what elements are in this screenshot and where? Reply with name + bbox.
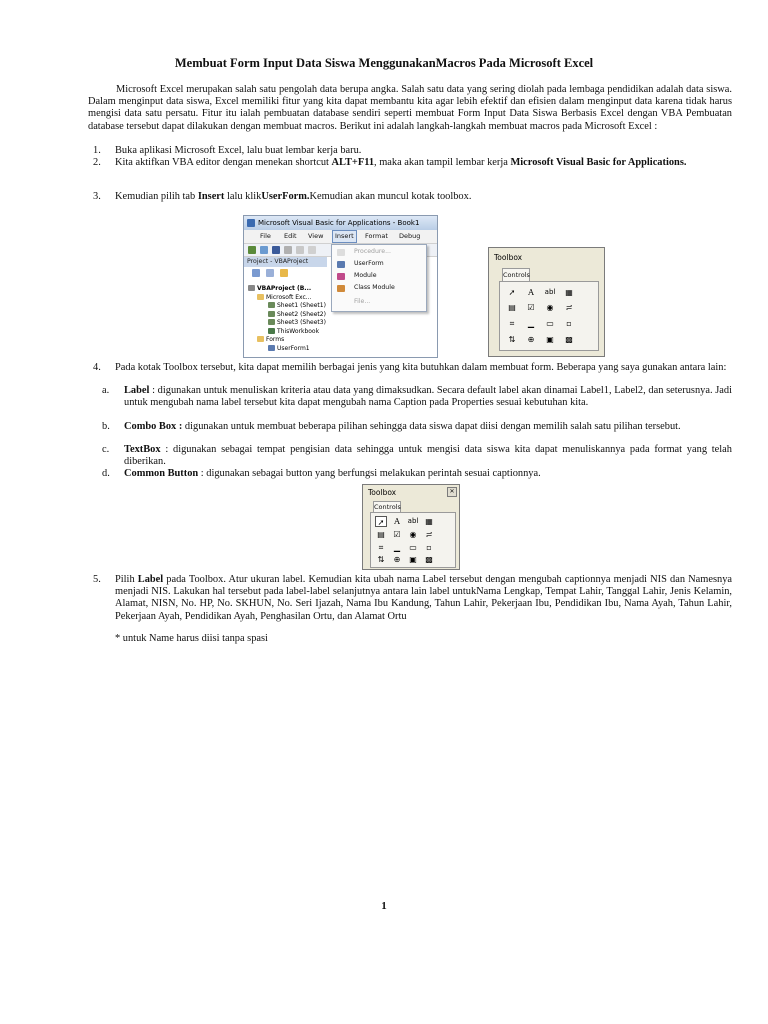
subitem-c-desc: : digunakan sebagai tempat pengisian data sehingga untuk mengisi data siswa kita dapat menuliskannya pada format yang telah diberikan. — [124, 444, 732, 468]
tabstrip-tool-icon[interactable]: ▭ — [546, 319, 554, 328]
listbox-tool-icon[interactable]: ▤ — [377, 530, 385, 539]
menu-item-label: Module — [354, 272, 377, 279]
combobox-tool-icon[interactable]: ▦ — [425, 517, 433, 526]
tabstrip-tool-icon[interactable]: ▭ — [409, 543, 417, 552]
optionbutton-tool-icon[interactable]: ◉ — [546, 303, 554, 312]
step-3-mid: lalu klik — [224, 191, 262, 202]
image-tool-icon[interactable]: ▣ — [546, 335, 554, 344]
tree-item-sheet1[interactable] — [268, 302, 331, 311]
project-explorer-tools — [244, 267, 328, 278]
menu-item-class-module[interactable] — [332, 282, 426, 294]
close-icon[interactable]: ✕ — [447, 487, 457, 497]
vbaproject-icon — [248, 285, 255, 291]
tree-label: Forms — [266, 336, 285, 343]
tree-item-vbaproject[interactable] — [248, 285, 311, 294]
label-tool-icon[interactable]: A — [394, 517, 400, 526]
subitem-d-letter: d. — [102, 468, 110, 479]
folder-icon — [257, 294, 264, 300]
tree-item-sheet3[interactable] — [268, 319, 331, 328]
step-4-number: 4. — [93, 362, 101, 373]
paste-icon[interactable] — [308, 246, 316, 254]
togglebutton-tool-icon[interactable]: ≓ — [565, 303, 573, 312]
spinbutton-tool-icon[interactable]: ⊕ — [393, 555, 401, 564]
image-tool-icon[interactable]: ▣ — [409, 555, 417, 564]
controls-panel — [499, 281, 599, 351]
sheet-icon — [268, 311, 275, 317]
subitem-d-text — [124, 468, 732, 480]
menu-debug[interactable]: Debug — [399, 232, 421, 240]
step-5-pre: Pilih — [115, 574, 138, 585]
step-3-text — [115, 191, 732, 203]
tree-item-forms[interactable] — [257, 336, 320, 345]
step-5-number: 5. — [93, 574, 101, 585]
tree-label: ThisWorkbook — [277, 327, 320, 335]
menu-item-label: File... — [354, 298, 371, 305]
step-2-shortcut: ALT+F11 — [331, 157, 375, 168]
multipage-tool-icon[interactable]: ▫ — [426, 543, 432, 552]
view-object-icon[interactable] — [266, 269, 274, 277]
workbook-icon — [268, 328, 275, 334]
vba-menubar — [244, 230, 437, 244]
commandbutton-tool-icon[interactable]: ▁ — [527, 319, 535, 328]
subitem-a-desc: : digunakan untuk menuliskan kriteria atau data yang dimaksudkan. Secara default label akan dinamai Label1, Label2, dan seterusnya. Jadi untuk mengubah nama label tersebut kita dapat mengubah nama Caption pada Properties sesuai kebutuhan kita. — [124, 385, 732, 409]
step-2-app-name: Microsoft Visual Basic for Applications. — [510, 157, 687, 168]
project-tree — [248, 285, 326, 353]
step-5-text — [115, 574, 732, 623]
menu-format[interactable]: Format — [365, 232, 388, 240]
tree-item-sheet2[interactable] — [268, 311, 331, 320]
step-4-text: Pada kotak Toolbox tersebut, kita dapat memilih berbagai jenis yang kita butuhkan dalam membuat form. Beberapa yang saya gunakan antara lain: — [115, 362, 727, 373]
tree-item-excel-objects[interactable] — [257, 294, 320, 303]
checkbox-tool-icon[interactable]: ☑ — [393, 530, 401, 539]
optionbutton-tool-icon[interactable]: ◉ — [409, 530, 417, 539]
togglebutton-tool-icon[interactable]: ≓ — [425, 530, 433, 539]
subitem-d-desc: : digunakan sebagai button yang berfungsi melakukan perintah sesuai captionnya. — [198, 468, 541, 479]
step-2-mid: , maka akan tampil lembar kerja — [374, 157, 511, 168]
toolbox-title: Toolbox — [494, 253, 523, 262]
menu-item-label: Class Module — [354, 284, 395, 291]
vba-titlebar — [244, 216, 437, 230]
step-1-text: Buka aplikasi Microsoft Excel, lalu buat lembar kerja baru. — [115, 145, 362, 156]
menu-item-procedure[interactable] — [332, 246, 426, 258]
tree-item-thisworkbook[interactable] — [268, 328, 331, 337]
vba-app-icon — [247, 219, 255, 227]
spinbutton-tool-icon[interactable]: ⊕ — [527, 335, 535, 344]
view-code-icon[interactable] — [252, 269, 260, 277]
multipage-tool-icon[interactable]: ▫ — [566, 319, 572, 328]
menu-view[interactable]: View — [308, 232, 324, 240]
controls-panel — [370, 512, 456, 568]
commandbutton-tool-icon[interactable]: ▁ — [393, 543, 401, 552]
scrollbar-tool-icon[interactable]: ⇅ — [508, 335, 516, 344]
vba-window-title: Microsoft Visual Basic for Applications - Book1 — [258, 219, 420, 227]
tree-label: Sheet2 (Sheet2) — [277, 310, 326, 318]
step-1-number: 1. — [93, 145, 101, 156]
tree-label: Microsoft Exc... — [266, 293, 312, 301]
step-3-number: 3. — [93, 191, 101, 202]
subitem-a-text — [124, 385, 732, 409]
tree-label: Sheet3 (Sheet3) — [277, 319, 326, 326]
project-explorer-header: Project - VBAProject — [244, 257, 327, 267]
menu-edit[interactable]: Edit — [284, 232, 297, 240]
tree-item-userform1[interactable] — [268, 345, 331, 354]
textbox-tool-icon[interactable]: abl — [407, 517, 419, 525]
folder-icon — [257, 336, 264, 342]
select-objects-icon[interactable]: ➚ — [508, 288, 516, 297]
subitem-d-term: Common Button — [124, 468, 199, 479]
subitem-a-term: Label — [124, 385, 150, 396]
step-3-insert: Insert — [197, 191, 225, 202]
frame-tool-icon[interactable]: ⌗ — [509, 319, 515, 328]
insert-userform-icon[interactable] — [260, 246, 268, 254]
step-3-post: Kemudian akan muncul kotak toolbox. — [309, 191, 472, 202]
subitem-a-letter: a. — [102, 385, 110, 396]
menu-item-module[interactable] — [332, 270, 426, 282]
select-objects-icon[interactable]: ➚ — [375, 516, 387, 527]
menu-item-file[interactable] — [332, 296, 426, 308]
tree-label: UserForm1 — [277, 344, 310, 352]
toggle-folders-icon[interactable] — [280, 269, 288, 277]
vba-editor-screenshot — [243, 215, 438, 358]
textbox-tool-icon[interactable]: abl — [544, 288, 556, 296]
subitem-c-term: TextBox — [124, 444, 161, 455]
toolbox-title: Toolbox — [368, 488, 397, 497]
frame-tool-icon[interactable]: ⌗ — [378, 543, 384, 552]
toolbox-window-1 — [488, 247, 605, 357]
save-icon[interactable] — [272, 246, 280, 254]
subitem-b-text — [124, 421, 732, 433]
sheet-icon — [268, 319, 275, 325]
step-5-post: pada Toolbox. Atur ukuran label. Kemudian kita ubah nama Label tersebut dengan mengubah captionnya menjadi NIS dan Namesnya menjadi NIS. Lakukan hal tersebut pada label-label selanjutnya antara lain label untukNama Lengkap, Tempat Lahir, Tanggal Lahir, Jenis Kelamin, Alamat, NISN, No. HP, No. SKHUN, No. Seri Ijazah, Nama Ibu Kandung, Tahun Lahir, Pekerjaan Ibu, Pendidikan Ibu, Nama Ayah, Tahun Lahir, Pekerjaan Ayah, Pendidikan Ayah, Penghasilan Ortu, dan Alamat Ortu — [115, 574, 733, 622]
footnote: * untuk Name harus diisi tanpa spasi — [115, 633, 268, 644]
step-2-number: 2. — [93, 157, 101, 168]
menu-item-userform[interactable] — [332, 258, 426, 270]
checkbox-tool-icon[interactable]: ☑ — [527, 303, 535, 312]
subitem-c-text — [124, 444, 732, 468]
class-module-icon — [337, 285, 345, 292]
procedure-icon — [337, 249, 345, 256]
step-2-pre: Kita aktifkan VBA editor dengan menekan shortcut — [115, 157, 332, 168]
subitem-b-term: Combo Box : — [124, 421, 183, 432]
userform-icon — [268, 345, 275, 351]
intro-paragraph: Microsoft Excel merupakan salah satu pengolah data berupa angka. Salah satu data yang sering diolah pada lembaga pendidikan adalah data siswa. Dalam menginput data siswa, Excel memiliki fitur yang kita dapat membantu kita agar lebih efektif dan efisien dalam menginput data karena tidak harus mengisi data satu persatu. Fitur itu ialah pembuatan database sendiri seperti membuat Form Input Data Siswa Berbasis Excel dengan VBA Pembuatan database tersebut dapat dilakukan dengan membuat macros. Berikut ini adalah langkah-langkah membuat macros pada Microsoft Excel : — [88, 84, 732, 132]
tab-controls[interactable]: Controls — [502, 268, 530, 282]
tree-label: VBAProject (B... — [257, 285, 312, 292]
page-number: 1 — [381, 900, 387, 912]
listbox-tool-icon[interactable]: ▤ — [508, 303, 516, 312]
menu-item-label: Procedure... — [354, 248, 391, 255]
scrollbar-tool-icon[interactable]: ⇅ — [377, 555, 385, 564]
step-3-pre: Kemudian pilih tab — [115, 191, 198, 202]
subitem-b-desc: digunakan untuk membuat beberapa pilihan sehingga data siswa dapat diisi dengan memilih salah satu pilihan tersebut. — [182, 421, 681, 432]
step-5-label: Label — [137, 574, 164, 585]
document-title: Membuat Form Input Data Siswa MenggunakanMacros Pada Microsoft Excel — [174, 56, 594, 70]
sheet-icon — [268, 302, 275, 308]
subitem-c-letter: c. — [102, 444, 110, 455]
menu-insert[interactable]: Insert — [332, 230, 357, 243]
step-3-userform: UserForm. — [261, 191, 310, 202]
refedit-tool-icon[interactable]: ▩ — [565, 335, 573, 344]
tab-controls[interactable]: Controls — [374, 503, 401, 511]
menu-item-label: UserForm — [354, 260, 384, 267]
insert-dropdown-menu — [331, 244, 427, 312]
cut-icon[interactable] — [284, 246, 292, 254]
module-icon — [337, 273, 345, 280]
toolbox-window-2 — [362, 484, 460, 570]
combobox-tool-icon[interactable]: ▦ — [565, 288, 573, 297]
label-tool-icon[interactable]: A — [528, 288, 534, 297]
copy-icon[interactable] — [296, 246, 304, 254]
excel-view-icon[interactable] — [248, 246, 256, 254]
userform-icon — [337, 261, 345, 268]
menu-file[interactable]: File — [260, 232, 271, 240]
subitem-b-letter: b. — [102, 421, 110, 432]
tree-label: Sheet1 (Sheet1) — [277, 302, 326, 309]
step-2-text — [115, 157, 732, 169]
refedit-tool-icon[interactable]: ▩ — [425, 555, 433, 564]
